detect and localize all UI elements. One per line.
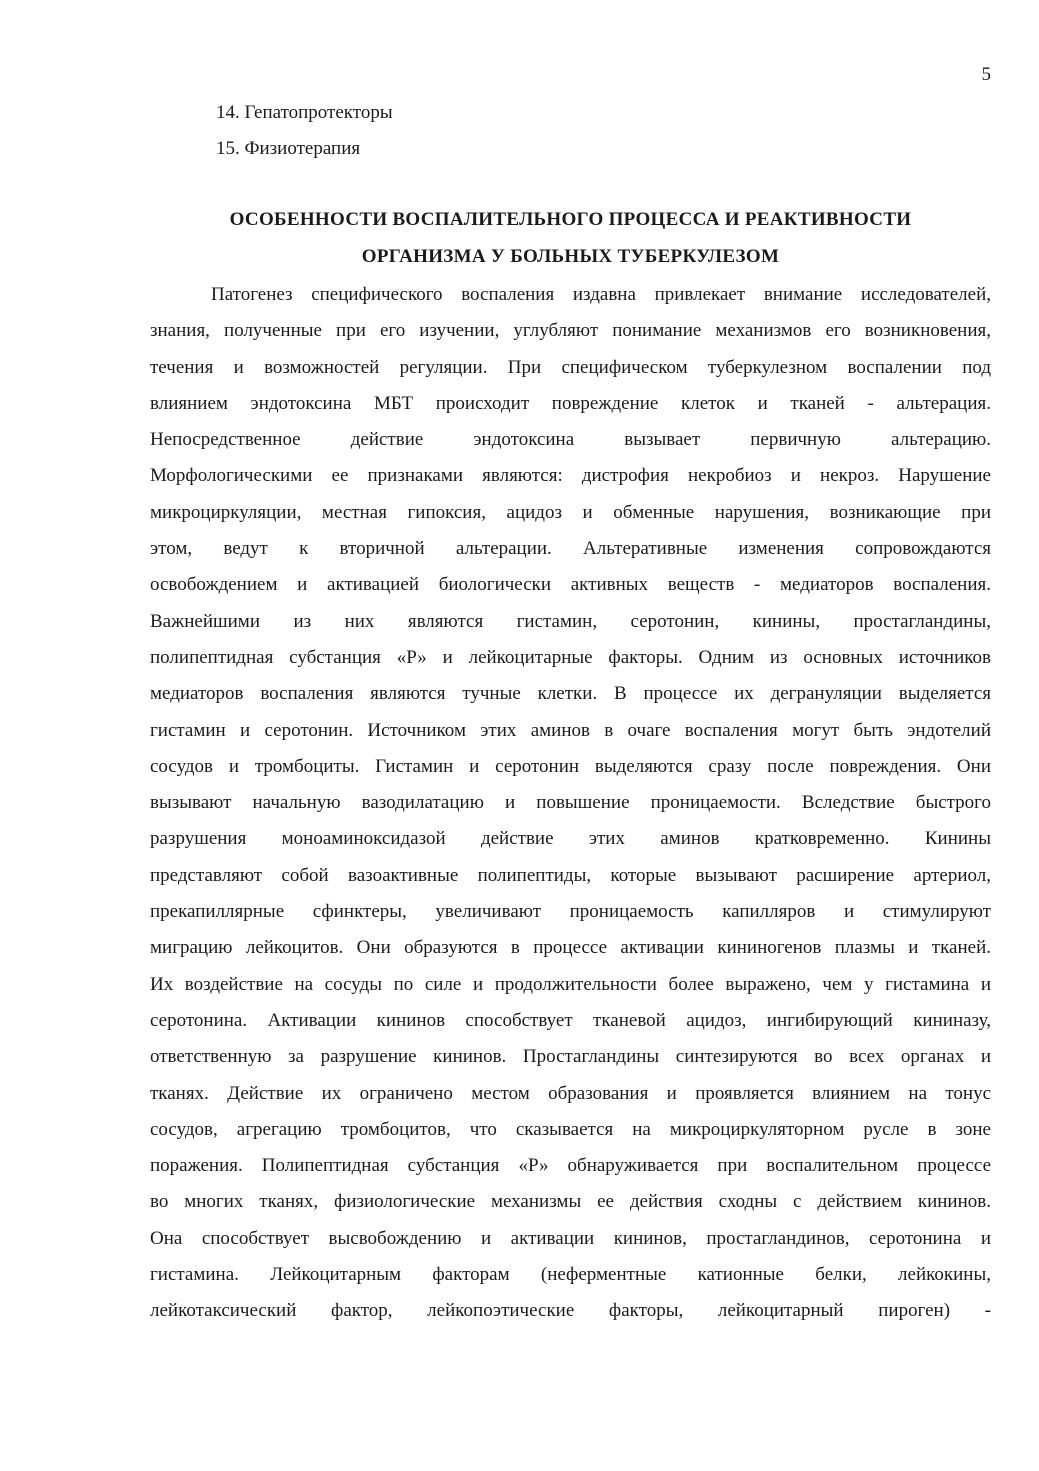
text-line: Непосредственное действие эндотоксина вызывает первичную альтерацию. (150, 429, 991, 451)
text-line: освобождением и активацией биологически активных веществ - медиаторов воспаления. (150, 574, 991, 596)
text-line: лейкотаксический фактор, лейкопоэтические факторы, лейкоцитарный пироген) - (150, 1300, 991, 1322)
text-line: представляют собой вазоактивные полипептиды, которые вызывают расширение артериол, (150, 864, 991, 886)
section-heading (150, 205, 991, 279)
text-line: полипептидная субстанция «Р» и лейкоцитарные факторы. Одним из основных источников (150, 646, 991, 668)
text-line: микроциркуляции, местная гипоксия, ацидоз и обменные нарушения, возникающие при (150, 501, 991, 523)
text-line: сосудов, агрегацию тромбоцитов, что сказывается на микроциркуляторном русле в зоне (150, 1118, 991, 1140)
text-line: миграцию лейкоцитов. Они образуются в процессе активации кининогенов плазмы и тканей. (150, 937, 991, 959)
text-line: ответственную за разрушение кининов. Простагландины синтезируются во всех органах и (150, 1046, 991, 1068)
heading-line: ОСОБЕННОСТИ ВОСПАЛИТЕЛЬНОГО ПРОЦЕССА И РЕАКТИВНОСТИ (229, 209, 912, 230)
text-line: гистамина. Лейкоцитарным факторам (неферментные катионные белки, лейкокины, (150, 1264, 991, 1286)
text-line: гистамин и серотонин. Источником этих аминов в очаге воспаления могут быть эндотелий (150, 719, 991, 741)
text-line: Их воздействие на сосуды по силе и продолжительности более выражено, чем у гистамина и (150, 973, 991, 995)
text-line: разрушения моноаминоксидазой действие этих аминов кратковременно. Кинины (150, 828, 991, 850)
text-line: во многих тканях, физиологические механизмы ее действия сходны с действием кининов. (150, 1191, 991, 1213)
text-line: Она способствует высвобождению и активации кининов, простагландинов, серотонина и (150, 1227, 991, 1249)
text-line: прекапиллярные сфинктеры, увеличивают проницаемость капилляров и стимулируют (150, 901, 991, 923)
text-line: течения и возможностей регуляции. При специфическом туберкулезном воспалении под (150, 356, 991, 378)
body-paragraph (150, 281, 991, 1334)
text-line: знания, полученные при его изучении, углубляют понимание механизмов его возникновения, (150, 320, 991, 342)
text-line: Морфологическими ее признаками являются: дистрофия некробиоз и некроз. Нарушение (150, 465, 991, 487)
text-line: поражения. Полипептидная субстанция «Р» обнаруживается при воспалительном процессе (150, 1155, 991, 1177)
list-item: 14. Гепатопротекторы (216, 102, 393, 123)
text-line: тканях. Действие их ограничено местом образования и проявляется влиянием на тонус (150, 1082, 991, 1104)
text-line: влиянием эндотоксина МБТ происходит повреждение клеток и тканей - альтерация. (150, 392, 991, 414)
text-line: Важнейшими из них являются гистамин, серотонин, кинины, простагландины, (150, 610, 991, 632)
text-line: Патогенез специфического воспаления издавна привлекает внимание исследователей, (211, 284, 991, 305)
page-number: 5 (981, 64, 991, 85)
numbered-list (216, 99, 393, 171)
text-line: вызывают начальную вазодилатацию и повышение проницаемости. Вследствие быстрого (150, 792, 991, 814)
text-line: сосудов и тромбоциты. Гистамин и серотонин выделяются сразу после повреждения. Они (150, 755, 991, 777)
list-item: 15. Физиотерапия (216, 138, 361, 159)
heading-line: ОРГАНИЗМА У БОЛЬНЫХ ТУБЕРКУЛЕЗОМ (361, 246, 780, 267)
text-line: серотонина. Активации кининов способствует тканевой ацидоз, ингибирующий кининазу, (150, 1009, 991, 1031)
text-line: этом, ведут к вторичной альтерации. Альтеративные изменения сопровождаются (150, 538, 991, 560)
text-line: медиаторов воспаления являются тучные клетки. В процессе их дегрануляции выделяется (150, 683, 991, 705)
